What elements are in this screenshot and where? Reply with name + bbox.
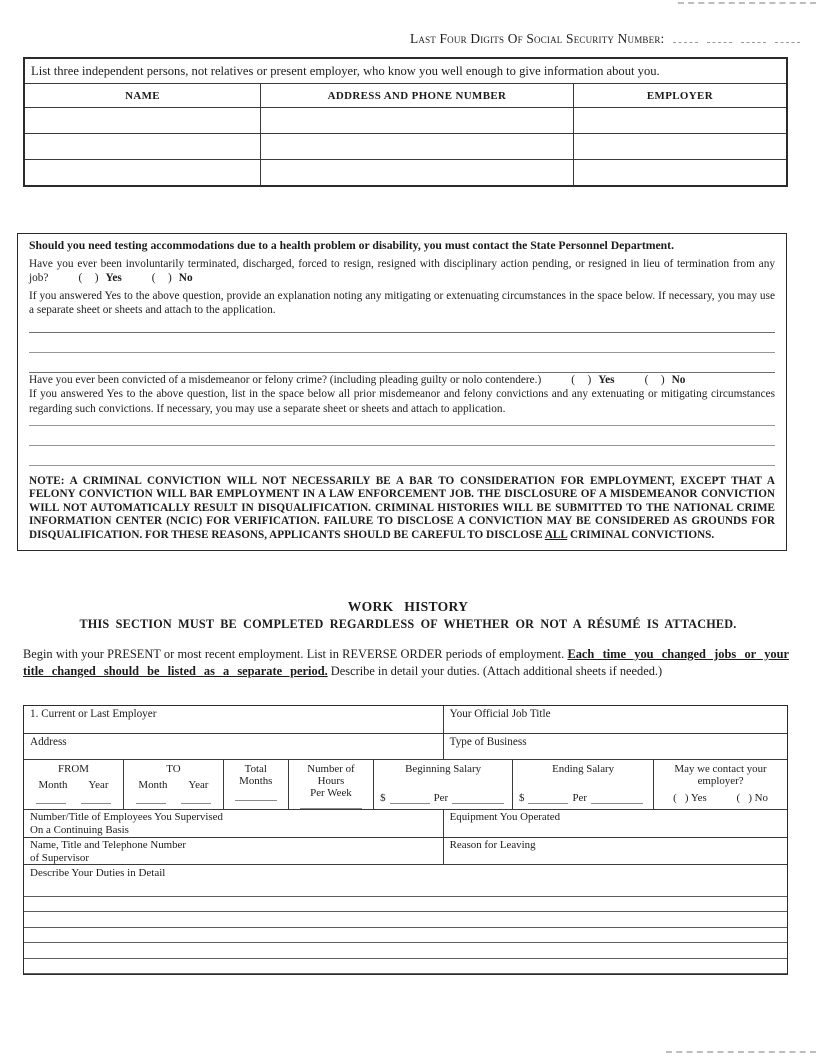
beginning-salary-label: Beginning Salary [405,763,482,775]
terminated-question-text: Have you ever been involuntarily terminated, discharged, forced to resign, resigned with disciplinary action pending, or resigned in lieu of termination from any job? [29,257,775,284]
business-type-field[interactable] [444,734,787,759]
table-row [24,160,787,187]
duties-line[interactable] [24,942,787,943]
from-year-blank[interactable] [81,794,111,804]
no-label: No [671,373,686,386]
conviction-no-option[interactable] [645,374,686,386]
references-header-address: ADDRESS AND PHONE NUMBER [261,84,574,108]
employees-supervised-field[interactable] [24,810,444,837]
reference-address-cell-2[interactable] [261,134,574,160]
dollar-sign: $ [519,792,525,804]
hours-label: Number of Hours [307,763,355,787]
duties-line[interactable] [24,927,787,928]
total-months-blank[interactable] [235,791,277,801]
conviction-yes-option[interactable] [571,374,614,386]
employer-record-table [23,705,788,975]
references-table [23,57,788,187]
reference-name-cell-2[interactable] [24,134,261,160]
scan-artifact-bottom-right [666,1051,816,1053]
table-row [24,759,787,809]
reason-for-leaving-label: Reason for Leaving [449,839,536,851]
reference-name-cell-3[interactable] [24,160,261,187]
contact-no-option[interactable]: ( ) No [736,792,768,804]
from-month-blank[interactable] [36,794,66,804]
duties-detail-field[interactable] [24,864,787,974]
table-row [24,134,787,160]
total-months-field[interactable] [224,760,289,809]
equipment-operated-field[interactable] [444,810,787,837]
checkbox-parens: ( ) [78,272,100,284]
ssn-digit-blank-1[interactable] [673,31,698,43]
ssn-digit-blank-4[interactable] [775,31,800,43]
current-employer-label: 1. Current or Last Employer [30,708,157,720]
total-months-label: Total [244,763,267,775]
reference-employer-cell-3[interactable] [573,160,787,187]
terminated-yes-option[interactable] [78,272,121,284]
checkbox-parens: ( ) [151,272,173,284]
reference-address-cell-1[interactable] [261,108,574,134]
job-title-label: Your Official Job Title [449,708,551,720]
duties-line[interactable] [24,896,787,897]
disciplinary-conviction-box [17,233,787,551]
contact-employer-field [654,760,787,809]
no-label: No [178,272,193,284]
total-months-label-2: Months [239,775,273,787]
beginning-salary-amount-blank[interactable] [390,795,430,804]
yes-label: Yes [105,272,122,284]
references-header-name: NAME [24,84,261,108]
reference-address-cell-3[interactable] [261,160,574,187]
year-label: Year [188,778,209,791]
dollar-sign: $ [380,792,386,804]
references-header-employer: EMPLOYER [573,84,787,108]
answer-line[interactable] [29,425,775,426]
work-history-subtitle: THIS SECTION MUST BE COMPLETED REGARDLESS OF WHETHER OR NOT A RÉSUMÉ IS ATTACHED. [79,617,737,631]
work-history-instructions [23,646,789,679]
job-title-field[interactable] [444,706,787,733]
equipment-operated-label: Equipment You Operated [449,811,561,823]
supervisor-label: Name, Title and Telephone Number [30,839,187,851]
note-text-end: CRIMINAL CONVICTIONS. [567,528,715,541]
terminated-explain-instructions: If you answered Yes to the above question, provide an explanation noting any mitigating or extenuating circumstances in the space below. If necessary, you may use a separate sheet or sheets and attach to the application. [29,289,775,316]
ssn-section [410,30,800,48]
answer-line[interactable] [29,332,775,333]
ending-salary-amount-blank[interactable] [528,795,568,804]
answer-line[interactable] [29,445,775,446]
testing-accommodations-notice: Should you need testing accommodations due to a health problem or disability, you must contact the State Personnel Department. [29,239,674,252]
reference-name-cell-1[interactable] [24,108,261,134]
ssn-label: Last Four Digits Of Social Security Number: [410,31,665,46]
employees-supervised-label-2: On a Continuing Basis [30,823,129,836]
table-row [24,809,787,837]
duties-line[interactable] [24,958,787,959]
criminal-conviction-note [29,475,775,542]
address-field[interactable] [24,734,444,759]
month-label: Month [138,778,168,791]
ssn-digit-blank-3[interactable] [741,31,766,43]
per-label: Per [572,792,588,804]
supervisor-field[interactable] [24,838,444,864]
ending-salary-field[interactable] [513,760,654,809]
per-label: Per [433,792,449,804]
to-label: TO [166,763,181,775]
month-label: Month [38,778,68,791]
references-caption: List three independent persons, not relatives or present employer, who know you well enough to give information about you. [24,58,787,84]
instructions-emphasis: Each time you changed jobs or your title changed should be listed as a separate period. [23,647,789,678]
contact-employer-label: May we contact your [674,763,767,775]
beginning-salary-per-blank[interactable] [452,795,504,804]
beginning-salary-field[interactable] [374,760,513,809]
checkbox-parens: ( ) [571,373,593,386]
duties-line[interactable] [24,911,787,912]
hours-blank[interactable] [300,799,362,809]
to-year-blank[interactable] [181,794,211,804]
business-type-label: Type of Business [449,736,527,748]
hours-label-2: Per Week [310,787,352,799]
table-row [24,108,787,134]
terminated-question [29,257,775,286]
table-row [24,733,787,759]
table-row [24,837,787,864]
from-label: FROM [58,763,89,775]
ending-salary-label: Ending Salary [552,763,615,775]
instructions-text: Begin with your PRESENT or most recent employment. List in REVERSE ORDER periods of employment. [23,647,565,661]
answer-line[interactable] [29,465,775,466]
ending-salary-per-blank[interactable] [591,795,643,804]
conviction-question [29,373,775,388]
contact-employer-label-2: employer? [697,775,744,787]
scan-artifact-top-right [678,2,816,4]
table-row [24,706,787,733]
reason-for-leaving-field[interactable] [444,838,787,864]
instructions-text-end: Describe in detail your duties. (Attach additional sheets if needed.) [330,663,663,678]
conviction-explain-instructions: If you answered Yes to the above question, list in the space below all prior misdemeanor and felony convictions and any extenuating or mitigating circumstances regarding such convictions. If necessary, you may use a separate sheet or sheets and attach to application. [29,388,775,415]
yes-label: Yes [598,373,615,386]
supervisor-label-2: of Supervisor [30,851,89,864]
current-employer-field[interactable] [24,706,444,733]
checkbox-parens: ( ) [644,373,666,386]
note-underlined-word: ALL [544,528,568,541]
reference-employer-cell-2[interactable] [573,134,787,160]
work-history-title: WORK HISTORY [347,599,469,614]
ssn-digit-blank-2[interactable] [707,31,732,43]
address-label: Address [30,736,67,748]
from-date-field[interactable] [24,760,124,809]
answer-line[interactable] [29,352,775,353]
terminated-no-option[interactable] [152,272,193,284]
year-label: Year [88,778,109,791]
to-date-field[interactable] [124,760,224,809]
duties-line[interactable] [24,973,787,974]
contact-yes-option[interactable]: ( ) Yes [673,792,707,804]
note-text: NOTE: A CRIMINAL CONVICTION WILL NOT NECESSARILY BE A BAR TO CONSIDERATION FOR EMPLOYMENT, EXCEPT THAT A FELONY CONVICTION WILL BAR EMPLOYMENT IN A LAW ENFORCEMENT JOB. THE DISCLOSURE OF A MISDEMEANOR CONVICTION WILL NOT AUTOMATICALLY RESULT IN DISQUALIFICATION. CRIMINAL HISTORIES WILL BE SUBMITTED TO THE NATIONAL CRIME INFORMATION CENTER (NCIC) FOR VERIFICATION. FAILURE TO DISCLOSE A CONVICTION MAY BE CONSIDERED AS GROUNDS FOR DISQUALIFICATION. FOR THESE REASONS, APPLICANTS SHOULD BE CAREFUL TO DISCLOSE [29,475,775,541]
duties-detail-label: Describe Your Duties in Detail [30,867,166,879]
hours-per-week-field[interactable] [289,760,374,809]
conviction-question-text: Have you ever been convicted of a misdemeanor or felony crime? (including pleading guilty or nolo contendere.) [29,373,542,386]
employees-supervised-label: Number/Title of Employees You Supervised [30,811,223,823]
to-month-blank[interactable] [136,794,166,804]
reference-employer-cell-1[interactable] [573,108,787,134]
